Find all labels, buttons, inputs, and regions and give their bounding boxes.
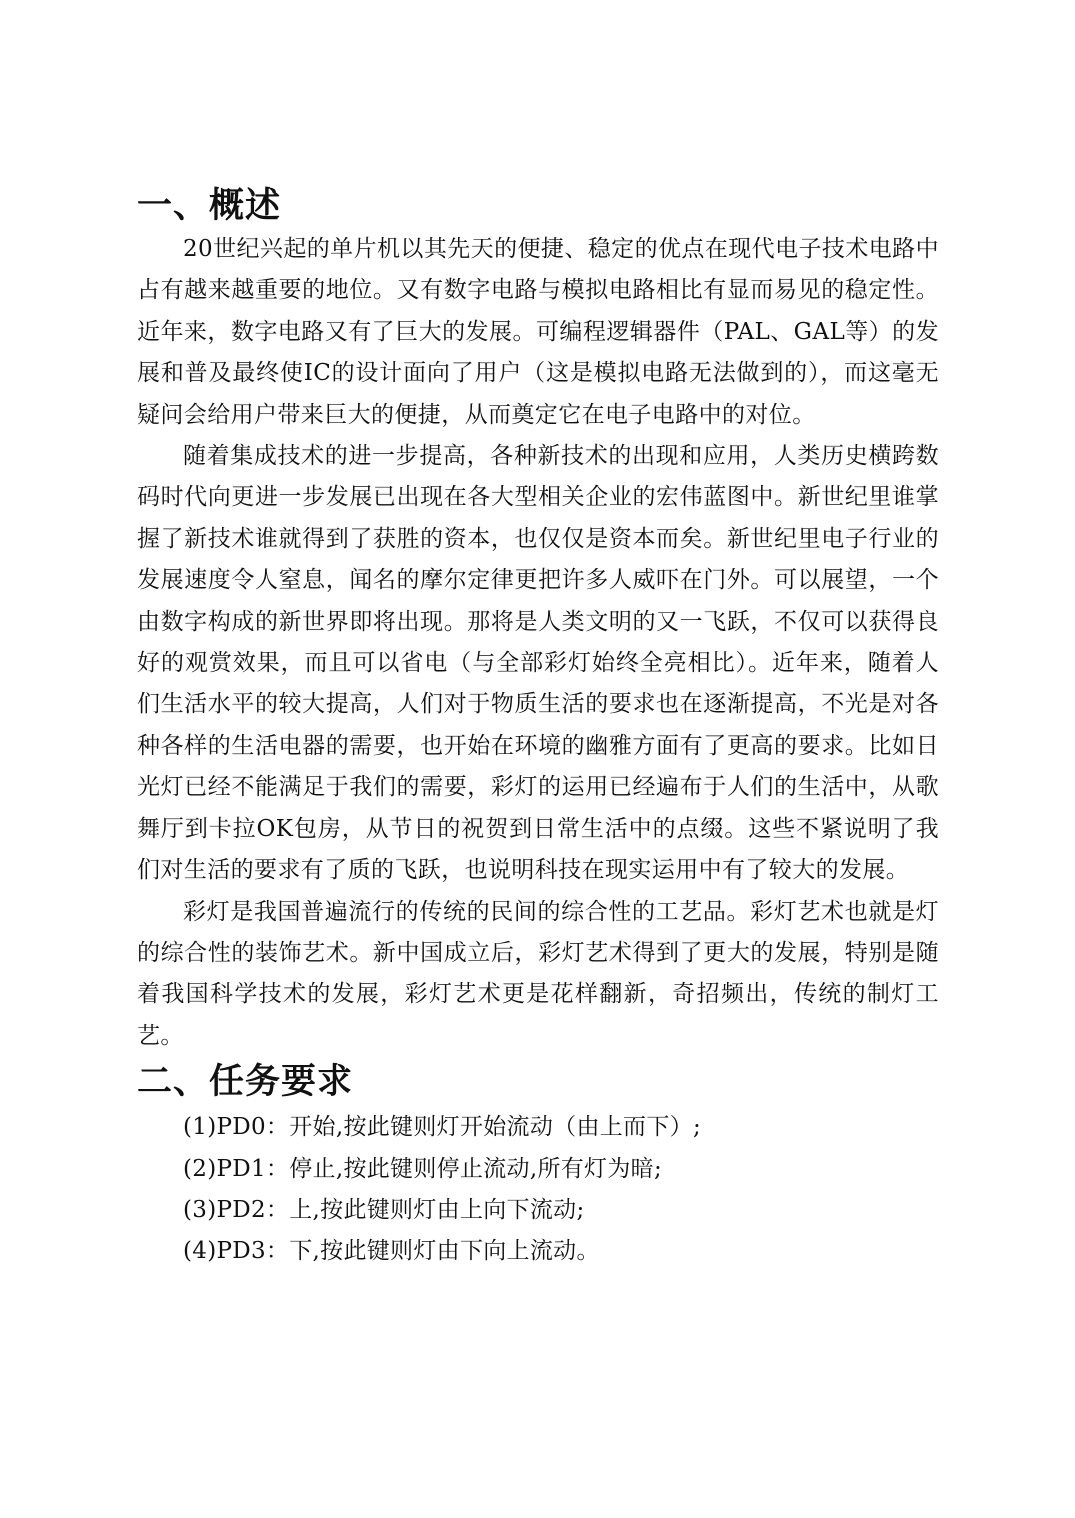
task-item-pd2: (3)PD2：上,按此键则灯由上向下流动; — [183, 1196, 585, 1223]
section-title-overview: 一、概述 — [137, 186, 282, 226]
document-body — [137, 183, 939, 1273]
overview-paragraph-2: 随着集成技术的进一步提高，各种新技术的出现和应用，人类历史横跨数码时代向更进一步发展已出现在各大型相关企业的宏伟蓝图中。新世纪里谁掌握了新技术谁就得到了获胜的资本，也仅仅是资本而矣。新世纪里电子行业的发展速度令人窒息，闻名的摩尔定律更把许多人威吓在门外。可以展望，一个由数字构成的新世界即将出现。那将是人类文明的又一飞跃，不仅可以获得良好的观赏效果，而且可以省电（与全部彩灯始终全亮相比）。近年来，随着人们生活水平的较大提高，人们对于物质生活的要求也在逐渐提高，不光是对各种各样的生活电器的需要，也开始在环境的幽雅方面有了更高的要求。比如日光灯已经不能满足于我们的需要，彩灯的运用已经遍布于人们的生活中，从歌舞厅到卡拉OK包房，从节日的祝贺到日常生活中的点缀。这些不紧说明了我们对生活的要求有了质的飞跃，也说明科技在现实运用中有了较大的发展。 — [137, 443, 939, 884]
task-list — [137, 1107, 939, 1273]
task-item-pd3: (4)PD3：下,按此键则灯由下向上流动。 — [183, 1238, 600, 1265]
overview-paragraph-3: 彩灯是我国普遍流行的传统的民间的综合性的工艺品。彩灯艺术也就是灯的综合性的装饰艺术。新中国成立后，彩灯艺术得到了更大的发展，特别是随着我国科学技术的发展，彩灯艺术更是花样翻新，奇招频出，传统的制灯工艺。 — [137, 898, 939, 1049]
task-item-pd0: (1)PD0：开始,按此键则灯开始流动（由上而下）; — [183, 1114, 701, 1141]
section-title-task-requirements: 二、任务要求 — [137, 1062, 354, 1103]
overview-paragraph-1: 20世纪兴起的单片机以其先天的便捷、稳定的优点在现代电子技术电路中占有越来越重要的地位。又有数字电路与模拟电路相比有显而易见的稳定性。近年来，数字电路又有了巨大的发展。可编程逻辑器件（PAL、GAL等）的发展和普及最终使IC的设计面向了用户（这是模拟电路无法做到的），而这毫无疑问会给用户带来巨大的便捷，从而奠定它在电子电路中的对位。 — [137, 236, 939, 428]
task-item-pd1: (2)PD1：停止,按此键则停止流动,所有灯为暗; — [183, 1155, 662, 1182]
